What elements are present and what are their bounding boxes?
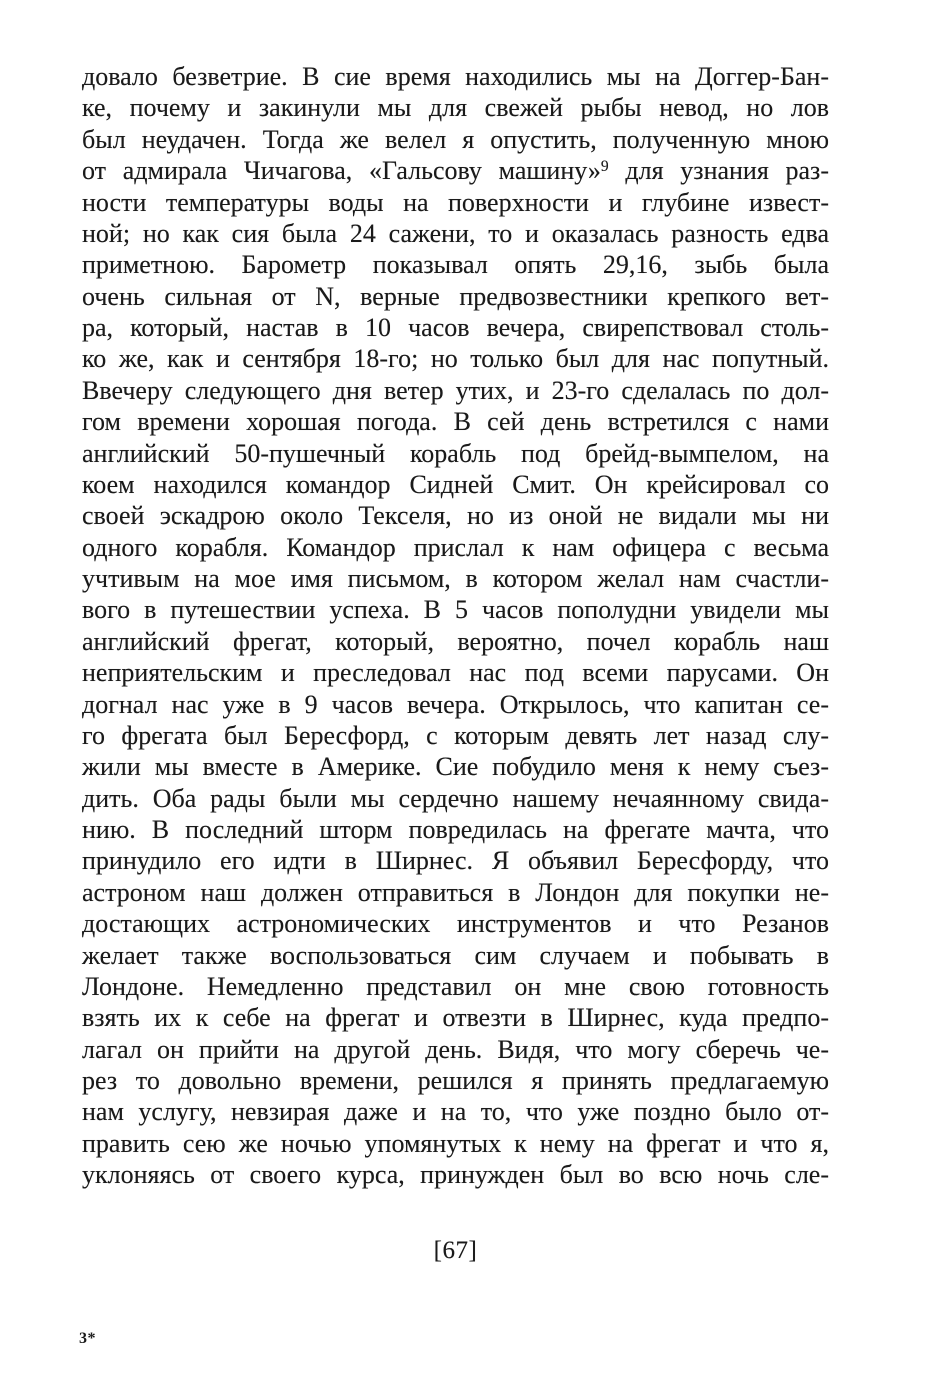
text-line: править сею же ночью упомянутых к нему на фрегат и что я, <box>82 1128 829 1158</box>
text-line: неприятельским и преследовал нас под всеми парусами. Он <box>82 658 829 688</box>
text-line: своей эскадрою около Текселя, но из оной не видали мы ни <box>82 501 829 531</box>
text-line: довало безветрие. В сие время находились мы на Доггер-Бан- <box>82 62 829 91</box>
body-text <box>82 61 829 1191</box>
text-line: догнал нас уже в 9 часов вечера. Открылось, что капитан се- <box>82 689 829 719</box>
text-line: уклоняясь от своего курса, принужден был во всю ночь сле- <box>82 1160 829 1190</box>
text-line: вого в путешествии успеха. В 5 часов пополудни увидели мы <box>82 595 829 625</box>
text-line: ке, почему и закинули мы для свежей рыбы невод, но лов <box>82 93 829 123</box>
text-line: очень сильная от N, верные предвозвестники крепкого вет- <box>82 281 829 311</box>
text-line: английский фрегат, который, вероятно, почел корабль наш <box>82 626 829 656</box>
text-line: нам услугу, невзирая даже и на то, что уже поздно было от- <box>82 1097 829 1127</box>
text-line: дить. Оба рады были мы сердечно нашему нечаянному свида- <box>82 783 829 813</box>
text-line: нию. В последний шторм повредилась на фрегате мачта, что <box>82 815 829 844</box>
text-line: астроном наш должен отправиться в Лондон для покупки не- <box>82 877 829 907</box>
text-line: взять их к себе на фрегат и отвезти в Ширнес, куда предпо- <box>82 1003 829 1033</box>
text-line: ко же, как и сентября 18-го; но только был для нас попутный. <box>82 344 829 374</box>
text-line: жили мы вместе в Америке. Сие побудило меня к нему съез- <box>82 752 829 782</box>
text-line: приметною. Барометр показывал опять 29,16, зыбь была <box>82 250 829 280</box>
text-line: одного корабля. Командор прислал к нам офицера с весьма <box>82 532 829 562</box>
text-line: Лондоне. Немедленно представил он мне свою готовность <box>82 971 829 1001</box>
text-line: ности температуры воды на поверхности и глубине извест- <box>82 187 829 217</box>
text-line: учтивым на мое имя письмом, в котором желал нам счастли- <box>82 564 829 593</box>
text-line: го фрегата был Бересфорд, с которым девять лет назад слу- <box>82 720 829 750</box>
text-line: желает также воспользоваться сим случаем и побывать в <box>82 940 829 970</box>
text-line: рез то довольно времени, решился я принять предлагаемую <box>82 1066 829 1095</box>
text-line: ной; но как сия была 24 сажени, то и оказалась разность едва <box>82 218 829 248</box>
text-line: гом времени хорошая погода. В сей день встретился с нами <box>82 407 829 437</box>
text-line: коем находился командор Сидней Смит. Он крейсировал со <box>82 469 829 499</box>
text-line: Ввечеру следующего дня ветер утих, и 23-го сделалась по дол- <box>82 375 829 405</box>
text-line: достающих астрономических инструментов и что Резанов <box>82 909 829 939</box>
text-line: от адмирала Чичагова, «Гальсову машину»$^9$ для узнания раз- <box>82 156 829 186</box>
signature-mark: 3* <box>79 1330 96 1347</box>
text-line: английский 50-пушечный корабль под брейд-вымпелом, на <box>82 438 829 468</box>
page-number: [67] <box>433 1237 478 1264</box>
text-line: принудило его идти в Ширнес. Я объявил Бересфорду, что <box>82 846 829 876</box>
text-line: лагал он прийти на другой день. Видя, что могу сберечь че- <box>82 1034 829 1064</box>
text-line: был неудачен. Тогда же велел я опустить, полученную мною <box>82 124 829 154</box>
text-line: ра, который, настав в 10 часов вечера, свирепствовал столь- <box>82 313 829 342</box>
